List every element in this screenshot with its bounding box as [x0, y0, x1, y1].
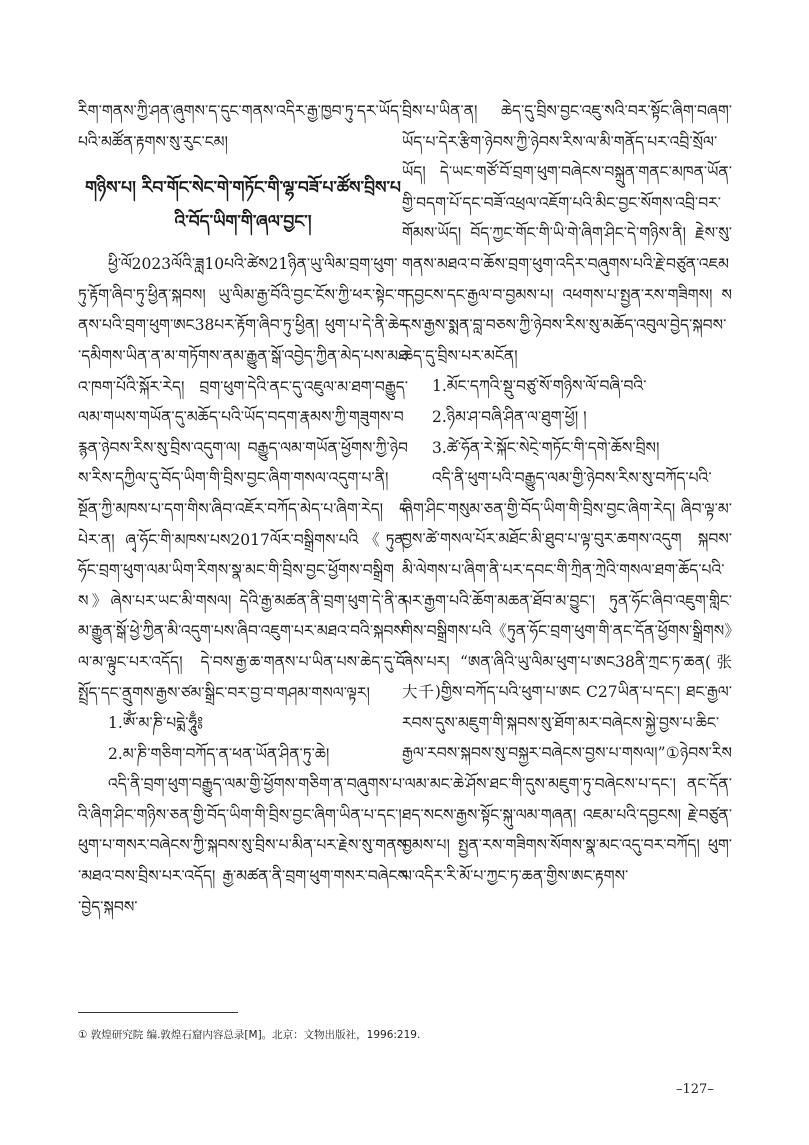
- body-paragraph: འདི་ནི་ཕུག་པའི་བརྒྱུད་ལམ་གྱི་ཉེབས་རིས་སུ་བཀོད་པའི་ཞིག་ཤིང་གསུམ་ཅན་གྱི་བོད་ཡིག་གི་བྲིས་བྱང་ཞིག་རེད། ཞིབ་ལྟ་མ་བྱས་ཚེ་གསལ་པོར་མཐོང་མི་ཐུབ་པ་ལྟ་བུར་ཆགས་འདུག སྐབས་མི་ལེགས་པ་ཞིག་ནི་པར་དབང་གི་ཀྲིན་ཀྲེའི་གསལ་ཐག་ཆོད་པའི་པར་རྒྱག་པའི་ཆོག་མཆན་ཐོབ་མ་བྱུང་། ཏུན་ཧོང་ཞིབ་འཇུག་གླིང་གིས་བསྒྲིགས་པའི《ཏུན་ཧོང་བྲག་ཕུག་གི་ནང་དོན་ཕྱོགས་སྒྲིགས》ཞེས་པར། “ཨན་ཞིའི་ཡུ་ལིམ་ཕུག་པ་ཨང38ནི་ཀྲང་ཏ་ཆན(张大千)གྱིས་བཀོད་པའི་ཕུག་པ་ཨང C27ཡིན་པ་དང་། ཐང་རྒྱལ་རབས་དུས་མཇུག་གི་སྐབས་སུ་ཐོག་མར་བཞེངས་སྐྱེ་བྱས་པ་ཆིང་རྒྱལ་རབས་སྐབས་སུ་བསྐྱར་བཞེངས་བྱས་པ་གསལ།”①ཉེབས་རིས་ལམ་མང་ཆེ་ཤོས་ཐང་གི་དུས་མཇུག་ཏུ་བཞེངས་པ་དང་། ནང་དོན་ཐད་སངས་རྒྱས་སྟོང་སྐུ་ལམ་གཞན། འཇམ་པའི་དབྱངས། རྗེ་བཙུན་བྱམས་པ། སྤྱན་རས་གཟིགས་སོགས་སྣ་མང་འདུ་བར་བཀོད། ཕུག་པ་འདིར་རི་མོ་པ་ཀྱང་ཏ་ཆན་གྱིས་ཨང་རྟགས་: [402, 469, 732, 885]
- footnote-divider: [78, 1012, 238, 1013]
- right-column: [402, 96, 732, 891]
- body-paragraph: འདི་ནི་བྲག་ཕུག་བརྒྱུད་ལམ་གྱི་ཕྱོགས་གཅིག་ན་བཞུགས་པའི་ཞིག་ཤིང་གཉིས་ཅན་གྱི་བོད་ཡིག་གི་བྲིས་བྱང་ཞིག་ཡིན་པ་དང་། ཕུག་པ་གསར་བཞེངས་ཀྱི་སྐབས་སུ་བྲིས་པ་མིན་པར་རྗེས་སུ་གནས་མཐའ་བས་བྲིས་པར་འདོད། རྒྱ་མཚན་ནི་བྲག་ཕུག་གསར་བཞེངས་བྱེད་སྐབས་: [78, 775, 408, 916]
- inscription-line-1: 1.ཨོཾ་མ་ཎི་པདྨེ་ཧཱུྃ༔: [108, 714, 203, 733]
- inscription-line-1: 1.མོང་དཀའི་སྡུ་བཙུ་སོ་གཉིས་ལོ་བཞི་བའི་: [432, 377, 647, 396]
- paragraph-continued: བྲིས་པ་ཡིན་ན། ཆེད་དུ་བྲིས་བྱང་འཇུ་སའི་བར་སྟོང་ཞིག་བཞག་ཡོད་པ་དེར་རྩིག་ཉེབས་ཀྱི་ཉེབས་རིས་ལ་མི་གནོད་པར་འབྲི་སྲོལ་ཡོད། དེ་ཡང་གཙོ་བོ་བྲག་ཕུག་བཞེངས་བསྐྲུན་གནང་མཁན་ཡོན་གྱི་བདག་པོ་དང་བཟོ་འཕྲལ་འཇོག་པའི་མིང་བྱང་སོགས་འབྲི་བར་གོམས་ཡོད། བོད་ཀྱང་གོང་གི་ཡི་གེ་ཞིག་ཤིང་དེ་གཉིས་ནི། རྗེས་སུ་གནས་མཐའ་བ་ཆོས་བྲག་ཕུག་འདིར་བཞུགས་པའི་རྗེ་བཙུན་འཇམ་དབྱངས་དང་རྒྱལ་བ་བྱམས་པ། འཕགས་པ་སྤྱན་རས་གཟིགས། སངས་རྒྱས་སྨན་བླ་བཅས་ཀྱི་ཉེབས་རིས་སུ་མཆོད་འབུལ་བྱེད་སྐབས་ཆེད་དུ་བྲིས་པར་མངོན།: [402, 102, 732, 365]
- inscription-line-2: 2.ཉིམ་ཤ་བཞི་ཤིན་ལ་ཐུག་ཕྱོ། །: [432, 407, 587, 426]
- paragraph-continued: རིག་གནས་ཀྱི་ཤན་ཞུགས་ད་དུང་གནས་འདིར་རྒྱ་ཁྱབ་ཏུ་དར་ཡོད་པའི་མཚོན་རྟགས་སུ་རུང་ངམ།: [78, 102, 403, 151]
- left-column: [78, 96, 408, 922]
- footnote: ① 敦煌研究院 编.敦煌石窟内容总录[M]。北京：文物出版社，1996:219.: [78, 1029, 421, 1041]
- section-heading: གཉིས་པ། རིབ་གོང་སེང་གེ་གཏོང་གི་ལྷ་བཟོ་པ་ཚོས་བྲིས་པའི་བོད་ཡིག་གི་ཞལ་བྱང་།: [85, 178, 401, 233]
- inscription-line-2: 2.མ་ཎི་གཅིག་བཀོད་ན་ཕན་ཡོན་ཤིན་ཏུ་ཆེ།: [108, 744, 330, 763]
- body-paragraph: ཕྱི་ལོ2023ལོའི་ཟླ10པའི་ཚེས21ཉིན་ཡུ་ལིམ་བྲག་ཕུག་ཏུ་རྟོག་ཞིབ་ཏུ་ཕྱིན་སྐབས། ཡུ་ལིམ་རྒྱ་བོའི་བྱང་ངོས་ཀྱི་ཕར་སྟེང་གནས་པའི་བྲག་ཕུག་ཨང38པར་རྟོག་ཞིབ་ཏུ་ཕྱིན། ཕུག་པ་དེ་ནི་ཆེད་དམིགས་ཡིན་ན་མ་གཏོགས་ནམ་རྒྱུན་སྒོ་འབྱེད་ཀྱིན་མེད་པས་མཐའ་ཁག་པོའི་སྐོར་རེད། བྲག་ཕུག་དེའི་ནང་དུ་འཇུལ་མ་ཐག་བརྒྱུད་ལམ་གཡས་གཡོན་དུ་མཆོད་པའི་ཡོད་བདག་རྣམས་ཀྱི་གཟུགས་བརྙན་ཉེབས་རིས་སུ་བྲིས་འདུག་ལ། བརྒྱུད་ལམ་གཡོན་ཕྱོགས་ཀྱི་ཉེབས་རིས་དཀྱིལ་དུ་བོད་ཡིག་གི་བྲིས་བྱང་ཞིག་གསལ་འདུག་པ་ནི། སྔོན་ཀྱི་མཁས་པ་དག་གིས་ཞིབ་འཇོར་བཀོད་མེད་པ་ཞིག་རེད། དཔེར་ན། ཞྭ་ཧོང་གི་མཁས་པས2017ལོར་བསྒྲིགས་པའི《ཏུན་ཧོང་བྲག་ཕུག་ལམ་ཡིག་རིགས་སྣ་མང་གི་བྲིས་བྱང་ཕྱོགས་བསྒྲིགས》ཞེས་པར་ཡང་མི་གསལ། དེའི་རྒྱ་མཚན་ནི་བྲག་ཕུག་དེ་ནི་ནམ་རྒྱུན་སྒོ་ཕྱེ་ཀྱིན་མི་འདུག་པས་ཞིབ་འཇུག་པར་མཐའ་བའི་སྐབས་ལ་མ་ལྟུང་པར་འདོད། དེ་བས་རྒྱ་ཆ་གནས་པ་ཡིན་པས་ཆེད་དུ་ངོ་སྤྲོད་དང་ནྲུགས་རྒྱས་ཙམ་སྒྲིང་བར་བྱ་བ་གཤམ་གསལ་ལྟར།: [78, 255, 408, 702]
- inscription-line-3: 3.ཚེ་ཧོན་རེ་སྐོང་སེང྄ེ་གཏོང་གི་དགེ་ཆོས་བྲིས།: [432, 438, 660, 457]
- page-number: –127–: [676, 1082, 714, 1097]
